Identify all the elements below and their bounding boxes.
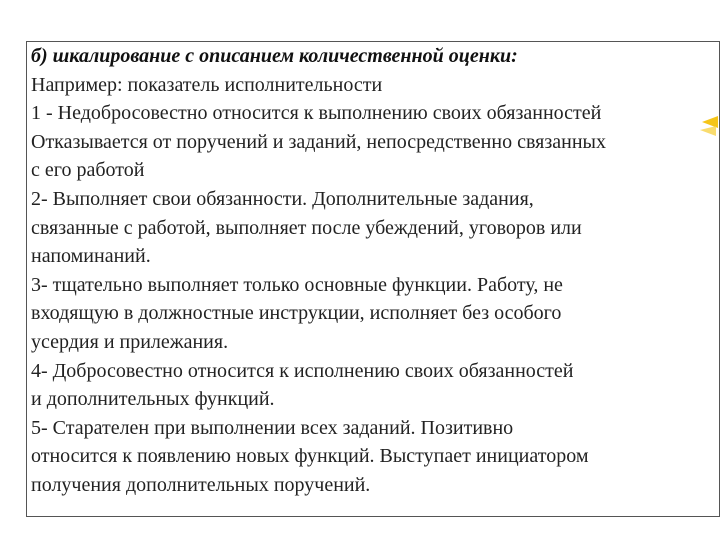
text-line-2: 1 - Недобросовестно относится к выполнению своих обязанностей (31, 102, 602, 125)
accent-arrow-icon (700, 108, 720, 144)
slide-frame (26, 41, 720, 517)
text-line-5: 2- Выполняет свои обязанности. Дополнительные задания, (31, 187, 534, 210)
text-line-13: 5- Старателен при выполнении всех заданий. Позитивно (31, 416, 514, 439)
text-line-1: Например: показатель исполнительности (31, 73, 383, 96)
text-line-9: входящую в должностные инструкции, исполняет без особого (31, 302, 562, 325)
text-line-8: 3- тщательно выполняет только основные функции. Работу, не (31, 273, 563, 296)
text-line-10: усердия и прилежания. (31, 330, 229, 353)
text-line-15: получения дополнительных поручений. (31, 473, 371, 496)
slide-heading: б) шкалирование с описанием количественной оценки: (31, 45, 518, 67)
text-line-11: 4- Добросовестно относится к исполнению своих обязанностей (31, 359, 574, 382)
text-line-14: относится к появлению новых функций. Выступает инициатором (31, 445, 589, 468)
text-line-7: напоминаний. (31, 245, 151, 268)
slide-content (31, 42, 720, 500)
text-line-3: Отказывается от поручений и заданий, непосредственно связанных (31, 130, 606, 153)
text-line-12: и дополнительных функций. (31, 388, 275, 411)
text-line-4: с его работой (31, 159, 145, 182)
text-line-6: связанные с работой, выполняет после убеждений, уговоров или (31, 216, 582, 239)
